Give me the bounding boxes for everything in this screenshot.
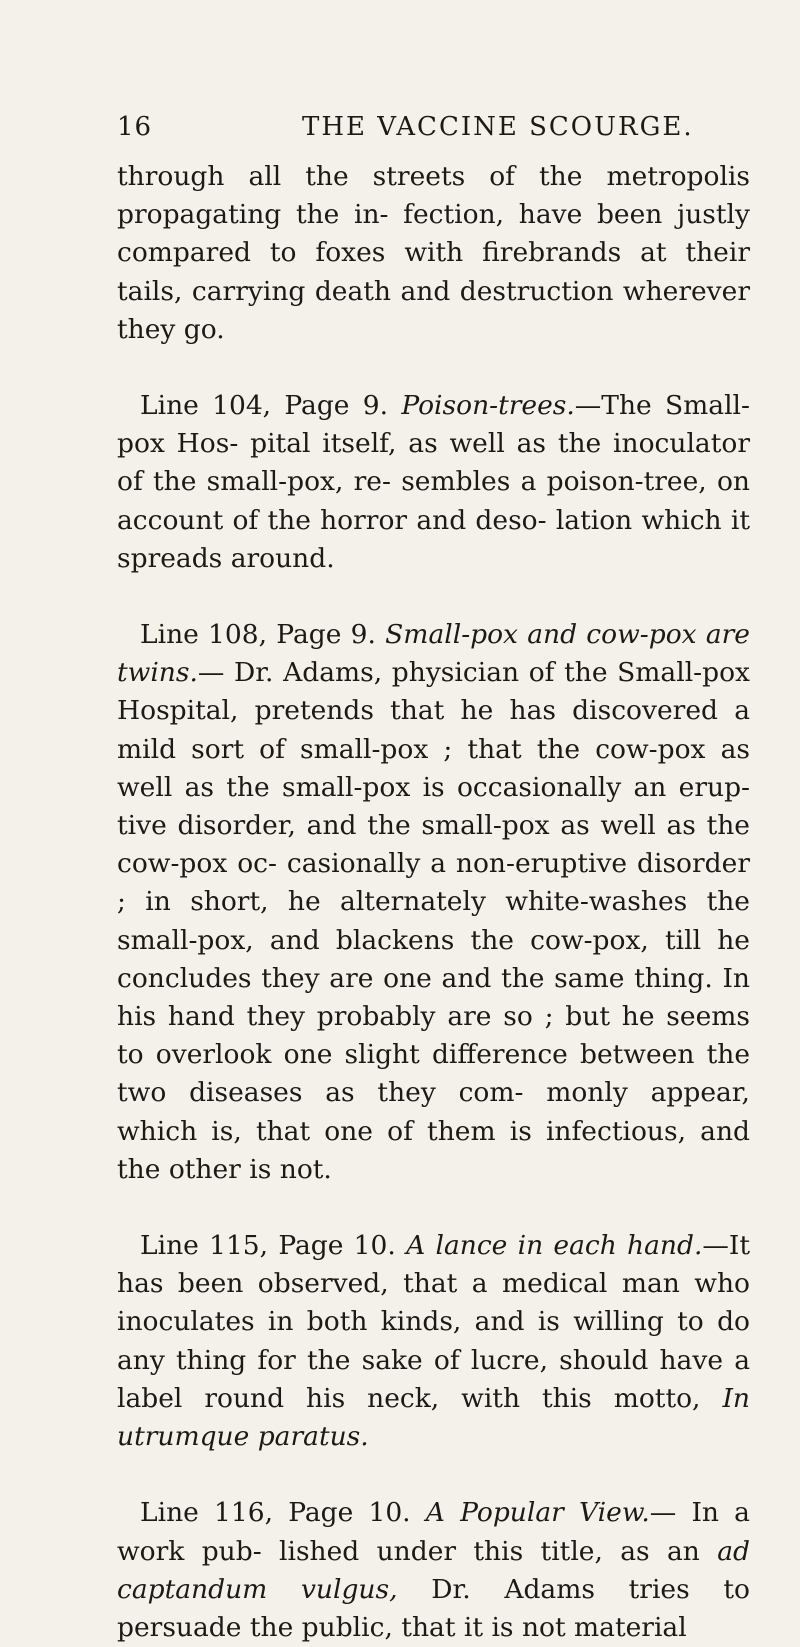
note-title: A Popular View. (425, 1497, 650, 1529)
line-reference: Line 116, Page 10. (140, 1497, 411, 1529)
note-title: A lance in each hand. (406, 1230, 703, 1262)
note-popular-view (117, 1494, 750, 1647)
page-number: 16 (117, 112, 153, 142)
note-text: — In a work pub- lished under this title, as an (117, 1497, 750, 1567)
line-reference: Line 104, Page 9. (140, 390, 389, 422)
note-poison-trees (117, 387, 750, 578)
latin-motto: In utrumque paratus. (117, 1382, 750, 1453)
note-lance-in-each-hand (117, 1227, 750, 1456)
note-text: — Dr. Adams, physician of the Small-pox Hospital, pretends that he has discovered a mild sort of small-pox ; that the cow-pox as well as the small-pox is occasionally an erup- tive disorder, and the small-pox as well as the cow-pox oc- casionally a non-eruptive disorder ; in short, he alternately white-washes the small-pox, and blackens the cow-pox, till he concludes they are one and the same thing. In his hand they probably are so ; but he seems to overlook one slight difference between the two diseases as they com- monly appear, which is, that one of them is infectious, and the other is not. (117, 657, 750, 1185)
note-text: —It has been observed, that a medical man who inoculates in both kinds, and is willing to do any thing for the sake of lucre, should have a label round his neck, with this motto, (117, 1230, 750, 1414)
latin-phrase: ad captandum vulgus, (117, 1535, 750, 1605)
note-small-pox-cow-pox (117, 616, 750, 1189)
note-text: —The Small-pox Hos- pital itself, as well as the inoculator of the small-pox, re- sembles a poison-tree, on account of the horror and deso- lation which it spreads around. (117, 390, 750, 574)
line-reference: Line 115, Page 10. (140, 1230, 396, 1262)
paragraph-continuation (117, 158, 750, 349)
body-text (117, 158, 750, 1647)
line-reference: Line 108, Page 9. (140, 619, 376, 651)
paragraph-text: through all the streets of the metropolis propagating the in- fection, have been justly compared to foxes with firebrands at their tails, carrying death and destruction wherever they go. (117, 161, 750, 345)
note-text-continued: Dr. Adams tries to persuade the public, that it is not material (117, 1573, 750, 1643)
running-title: THE VACCINE SCOURGE. (302, 112, 694, 142)
note-title: Small-pox and cow-pox are twins. (117, 619, 750, 689)
note-title: Poison-trees. (401, 390, 575, 422)
